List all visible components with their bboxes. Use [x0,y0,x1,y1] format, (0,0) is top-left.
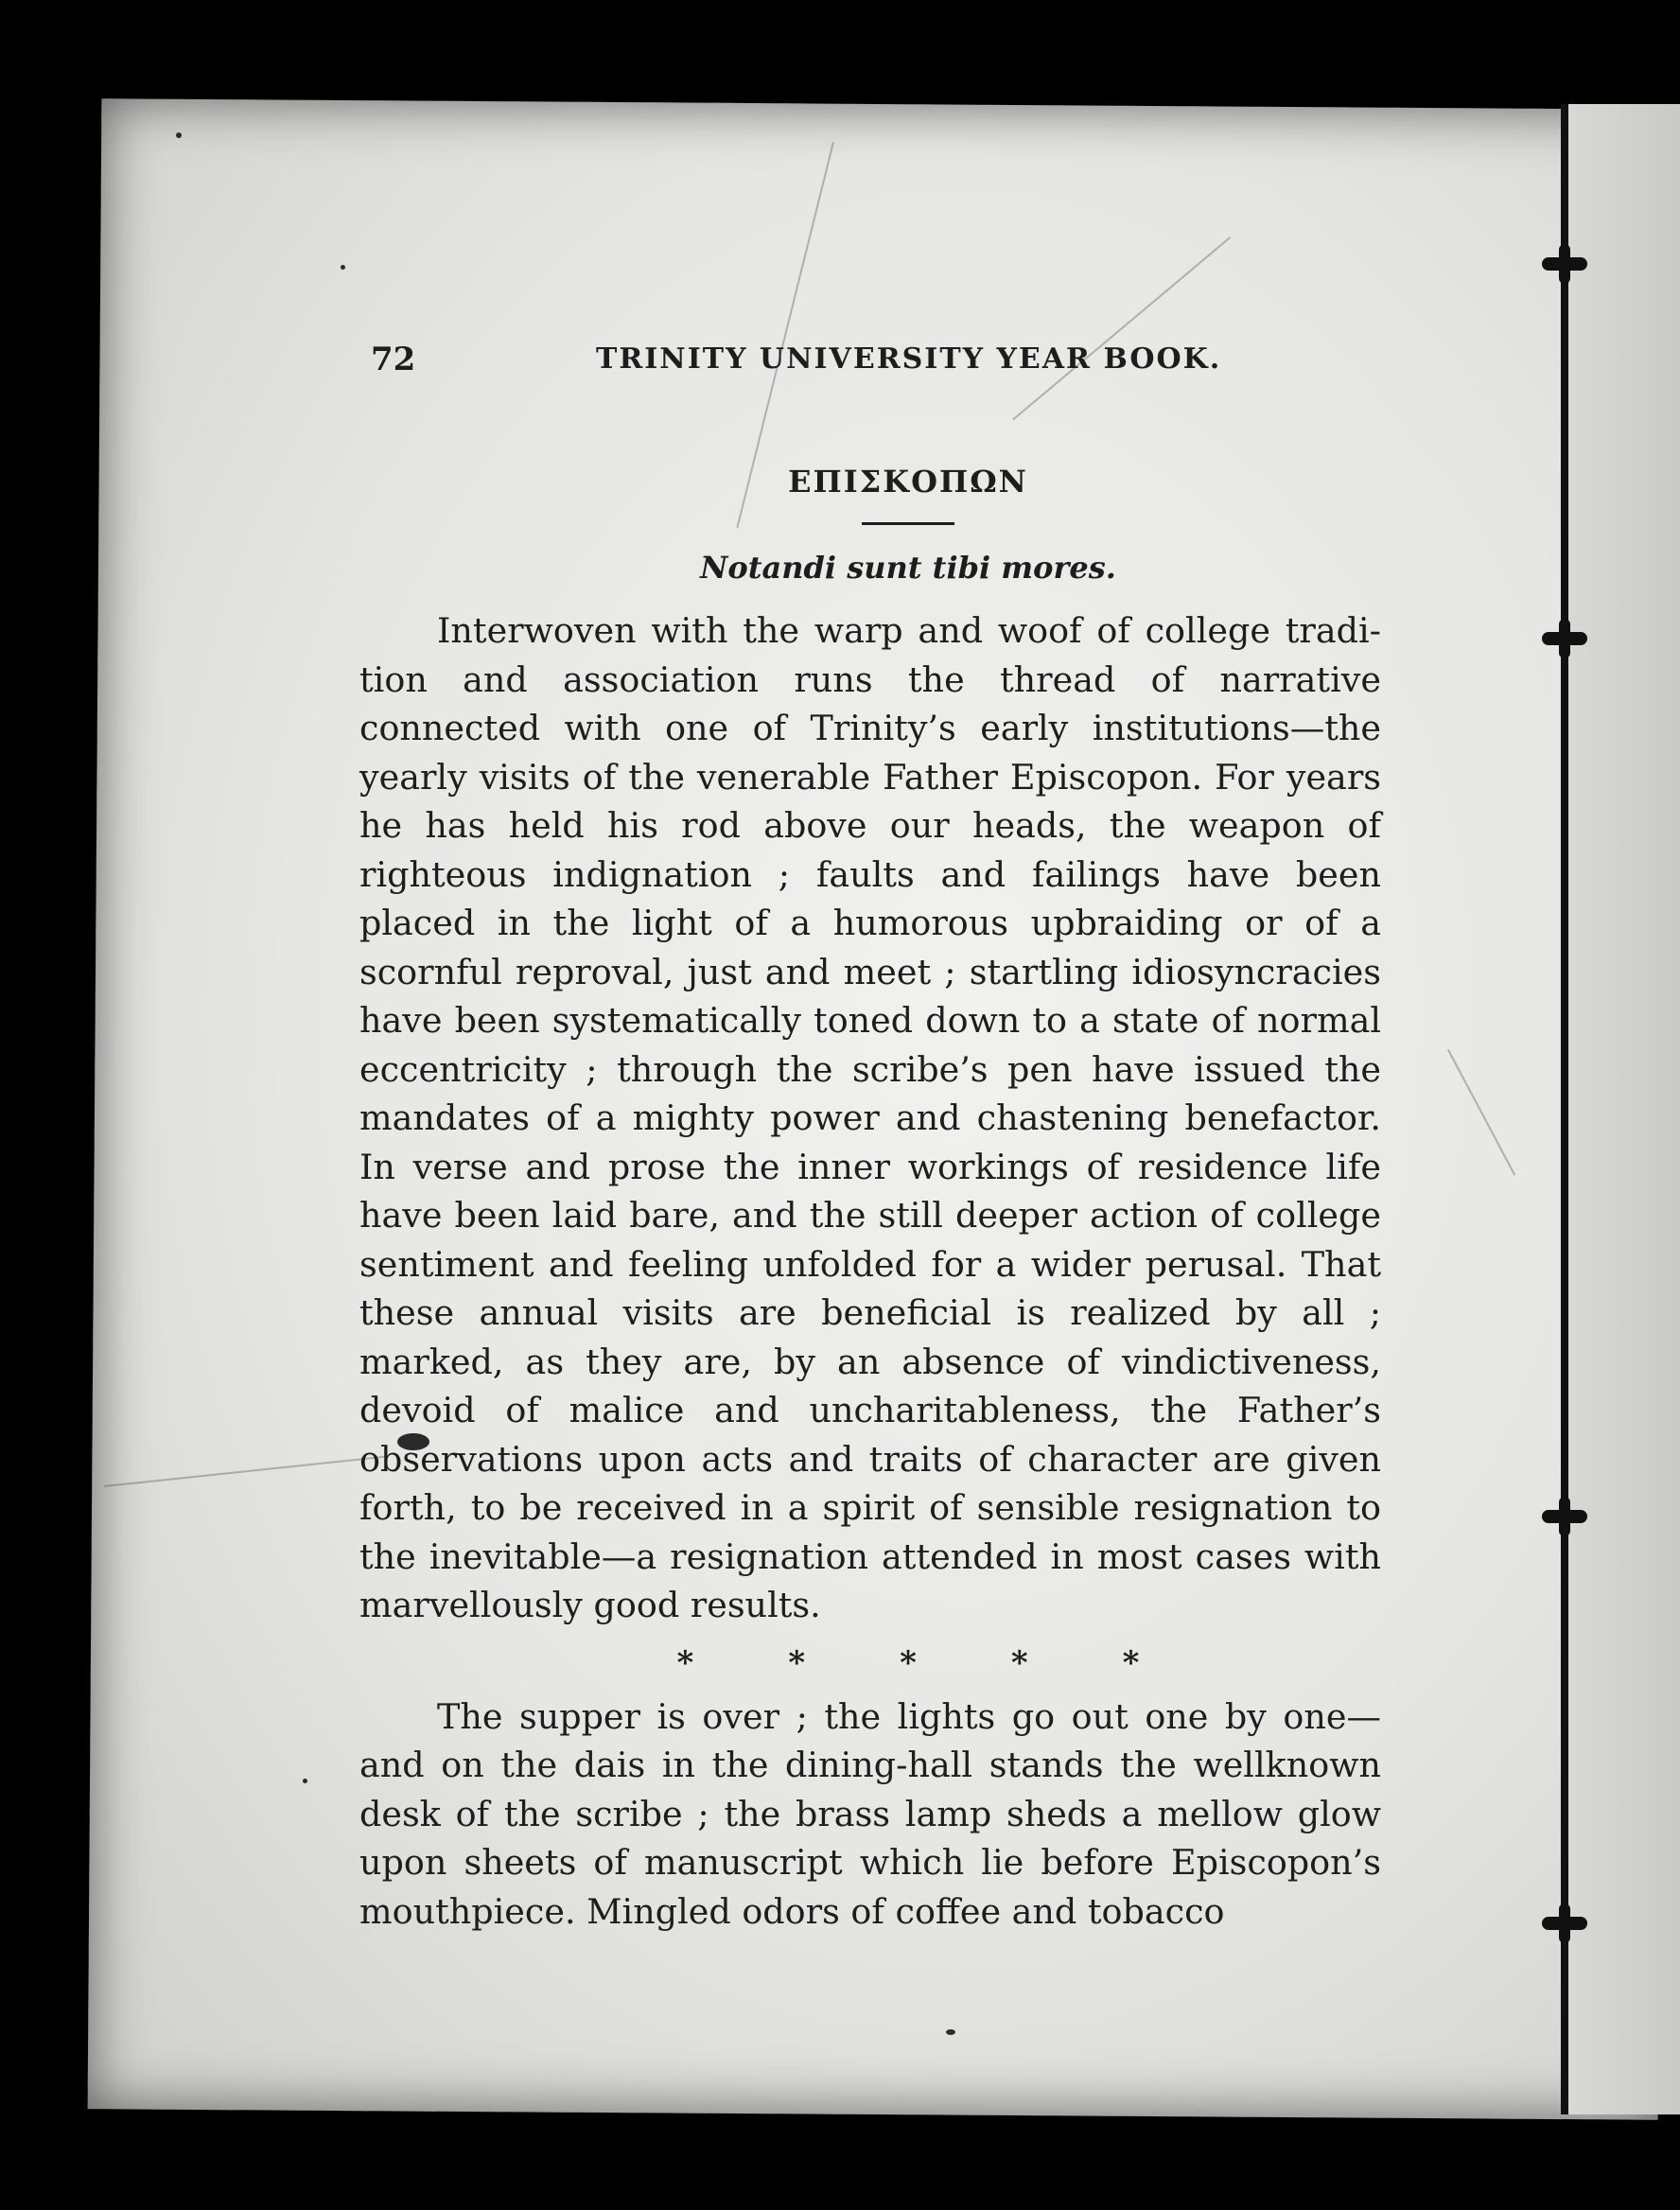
facing-page-edge [1568,104,1680,2114]
section-separator [359,1641,1381,1685]
dust-speck [946,2029,955,2035]
dust-speck [176,132,182,138]
running-head [359,341,1381,397]
page-number: 72 [371,341,416,378]
binding-clip-icon [1542,1917,1587,1930]
section-title: ΕΠΙΣΚΟΠΩΝ [788,464,1028,500]
title-rule [862,522,954,525]
asterisk: * [676,1643,694,1682]
binding-clip-icon [1542,257,1587,271]
paragraph: The supper is over ; the lights go out one by one— and on the dais in the dining-hall stands the wellknown desk of the scribe ; the brass lamp sheds a mellow glow upon sheets of manuscript which lie before Episcopon’s mouthpiece. Mingled odors of coffee and tobacco [359,1695,1381,1932]
asterisk: * [1122,1643,1140,1682]
page-content [359,341,1381,1936]
asterisk: * [788,1643,806,1682]
asterisk: * [1010,1643,1028,1682]
running-title: TRINITY UNIVERSITY YEAR BOOK. [596,342,1222,376]
section-motto: Notandi sunt tibi mores. [700,550,1116,586]
binding-clip-icon [1542,632,1587,645]
dust-speck [303,1779,307,1783]
dust-speck [341,265,345,270]
binding-clip-icon [1542,1510,1587,1523]
paragraph: Interwoven with the warp and woof of college tradition and association runs the thread of narrative connected with one of Trinity’s early institutions—the yearly visits of the venerable Father Episcopon. For years he has held his rod above our heads, the weapon of righteous indignation ; faults and failings have been placed in the light of a humorous upbraiding or of a scornful reproval, just and meet ; startling idiosyncracies have been systematically toned down to a state of normal eccentricity ; through the scribe’s pen have issued the mandates of a mighty power and chastening benefactor. In verse and prose the inner workings of residence life have been laid bare, and the still deeper action of college sentiment and feeling unfolded for a wider perusal. That these annual visits are beneficial is realized by all ; marked, as they are, by an absence of vindictiveness, devoid of malice and uncharitableness, the Father’s observations upon acts and traits of character are given forth, to be received in a spirit of sensible resignation to the inevitable—a resignation attended in most cases with marvellously good results. [359,610,1381,1625]
binding-spine [1561,104,1568,2114]
asterisk: * [900,1643,917,1682]
